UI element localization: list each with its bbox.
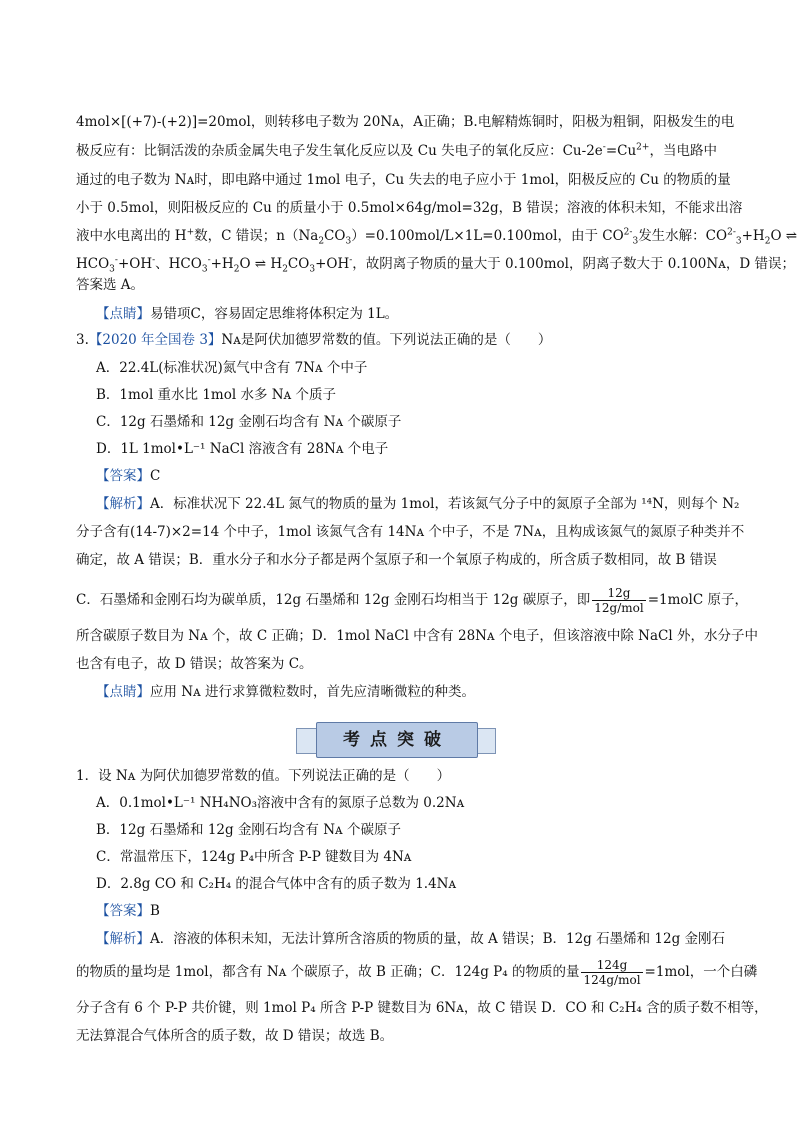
text-line: 4mol×[(+7)-(+2)]=20mol，则转移电子数为 20Nᴀ，A正确；B.电解精炼铜时，阳极为粗铜，阳极发生的电 [76, 114, 735, 130]
option-d: D．2.8g CO 和 C₂H₄ 的混合气体中含有的质子数为 1.4Nᴀ [96, 876, 457, 892]
text-line: C．石墨烯和金刚石均为碳单质，12g 石墨烯和 12g 金刚石均相当于 12g 碳原子，即 $\frac{12g}{\text{12g/mol}}$ =1molC 原子， [76, 586, 748, 615]
text-line: 极反应有：比铜活泼的杂质金属失电子发生氧化反应以及 Cu 失电子的氧化反应：$Cu-2e^-=Cu^{2+}$，当电路中 [76, 142, 717, 159]
tip-tag: 【点睛】 [96, 306, 150, 322]
text-line: 确定，故 A 错误；B．重水分子和水分子都是两个氢原子和一个氧原子构成的，所含质子数相同，故 B 错误 [76, 552, 717, 568]
question-stem: 3.【2020 年全国卷 3】Nᴀ是阿伏加德罗常数的值。下列说法正确的是（ ） [76, 332, 552, 348]
banner-title: 考点突破 [316, 722, 478, 758]
explanation-tag: 【解析】 [96, 931, 150, 947]
explanation-tag: 【解析】 [96, 496, 150, 512]
text-line: 的物质的量均是 1mol，都含有 Nᴀ 个碳原子，故 B 正确；C．124g P₄ 的物质的量 $\frac{124g}{\text{124g/mol}}$ =1mol，一个白磷 [76, 958, 758, 987]
text-line: $HCO_3^-+OH^-$、$HCO_3^-+H_2O$ ⇌ $H_2CO_3+OH^-$，故阴离子物质的量大于 0.100mol，阴离子数大于 0.100Nᴀ，D 错误； [76, 255, 795, 275]
text-line: 液中水电离出的 H+数，C 错误；$n(Na_2CO_3)=0.100mol/L\times 1L=0.100mol$，由于 $CO^{2-}_3$发生水解：$CO^{2-}_3+H_2O$ ⇌ [76, 227, 797, 247]
text-line: 通过的电子数为 Nᴀ时，即电路中通过 1mol 电子，Cu 失去的电子应小于 1mol，阳极反应的 Cu 的物质的量 [76, 172, 731, 188]
answer-line: 【答案】C [96, 468, 161, 484]
question-stem: 1．设 Nᴀ 为阿伏加德罗常数的值。下列说法正确的是（ ） [76, 768, 451, 784]
tip-tag: 【点睛】 [96, 684, 150, 700]
text-line: 分子含有(14-7)×2=14 个中子，1mol 该氮气含有 14Nᴀ 个中子，不是 7Nᴀ，且构成该氮气的氮原子种类并不 [76, 524, 745, 540]
text-line: 所含碳原子数目为 Nᴀ 个，故 C 正确；D．1mol NaCl 中含有 28Nᴀ 个电子，但该溶液中除 NaCl 外，水分子中 [76, 628, 758, 644]
option-d: D．1L 1mol•L⁻¹ NaCl 溶液含有 28Nᴀ 个电子 [96, 441, 389, 457]
tip-line: 【点睛】易错项C，容易固定思维将体积定为 1L。 [96, 306, 399, 322]
text-line: 小于 0.5mol，则阳极反应的 Cu 的质量小于 0.5mol×64g/mol=32g，B 错误；溶液的体积未知，不能求出溶 [76, 200, 743, 216]
option-a: A．22.4L(标准状况)氮气中含有 7Nᴀ 个中子 [96, 360, 368, 376]
option-a: A．0.1mol•L⁻¹ NH₄NO₃溶液中含有的氮原子总数为 0.2Nᴀ [96, 795, 465, 811]
explanation-line: 【解析】A．标准状况下 22.4L 氮气的物质的量为 1mol，若该氮气分子中的氮原子全部为 ¹⁴N，则每个 N₂ [96, 496, 740, 512]
text-line: 分子含有 6 个 P-P 共价键，则 1mol P₄ 所含 P-P 键数目为 6Nᴀ，故 C 错误 D．CO 和 C₂H₄ 含的质子数不相等， [76, 1000, 768, 1016]
tip-line: 【点睛】应用 Nᴀ 进行求算微粒数时，首先应清晰微粒的种类。 [96, 684, 476, 700]
option-c: C．12g 石墨烯和 12g 金刚石均含有 Nᴀ 个碳原子 [96, 414, 402, 430]
fraction: $\frac{124g}{\text{124g/mol}}$ [583, 958, 641, 987]
option-b: B．12g 石墨烯和 12g 金刚石均含有 Nᴀ 个碳原子 [96, 822, 401, 838]
option-b: B．1mol 重水比 1mol 水多 Nᴀ 个质子 [96, 387, 336, 403]
answer-tag: 【答案】 [96, 468, 150, 484]
explanation-line: 【解析】A．溶液的体积未知，无法计算所含溶质的物质的量，故 A 错误；B．12g 石墨烯和 12g 金刚石 [96, 931, 726, 947]
source-tag: 【2020 年全国卷 3】 [88, 332, 222, 348]
answer-line: 【答案】B [96, 903, 160, 919]
answer-tag: 【答案】 [96, 903, 150, 919]
text-line: 答案选 A。 [76, 277, 145, 293]
option-c: C．常温常压下，124g P₄中所含 P-P 键数目为 4Nᴀ [96, 849, 412, 865]
fraction: $\frac{12g}{\text{12g/mol}}$ [594, 586, 644, 615]
section-banner [296, 720, 496, 760]
text-line: 无法算混合气体所含的质子数，故 D 错误；故选 B。 [76, 1028, 394, 1044]
text-line: 也含有电子，故 D 错误；故答案为 C。 [76, 656, 313, 672]
